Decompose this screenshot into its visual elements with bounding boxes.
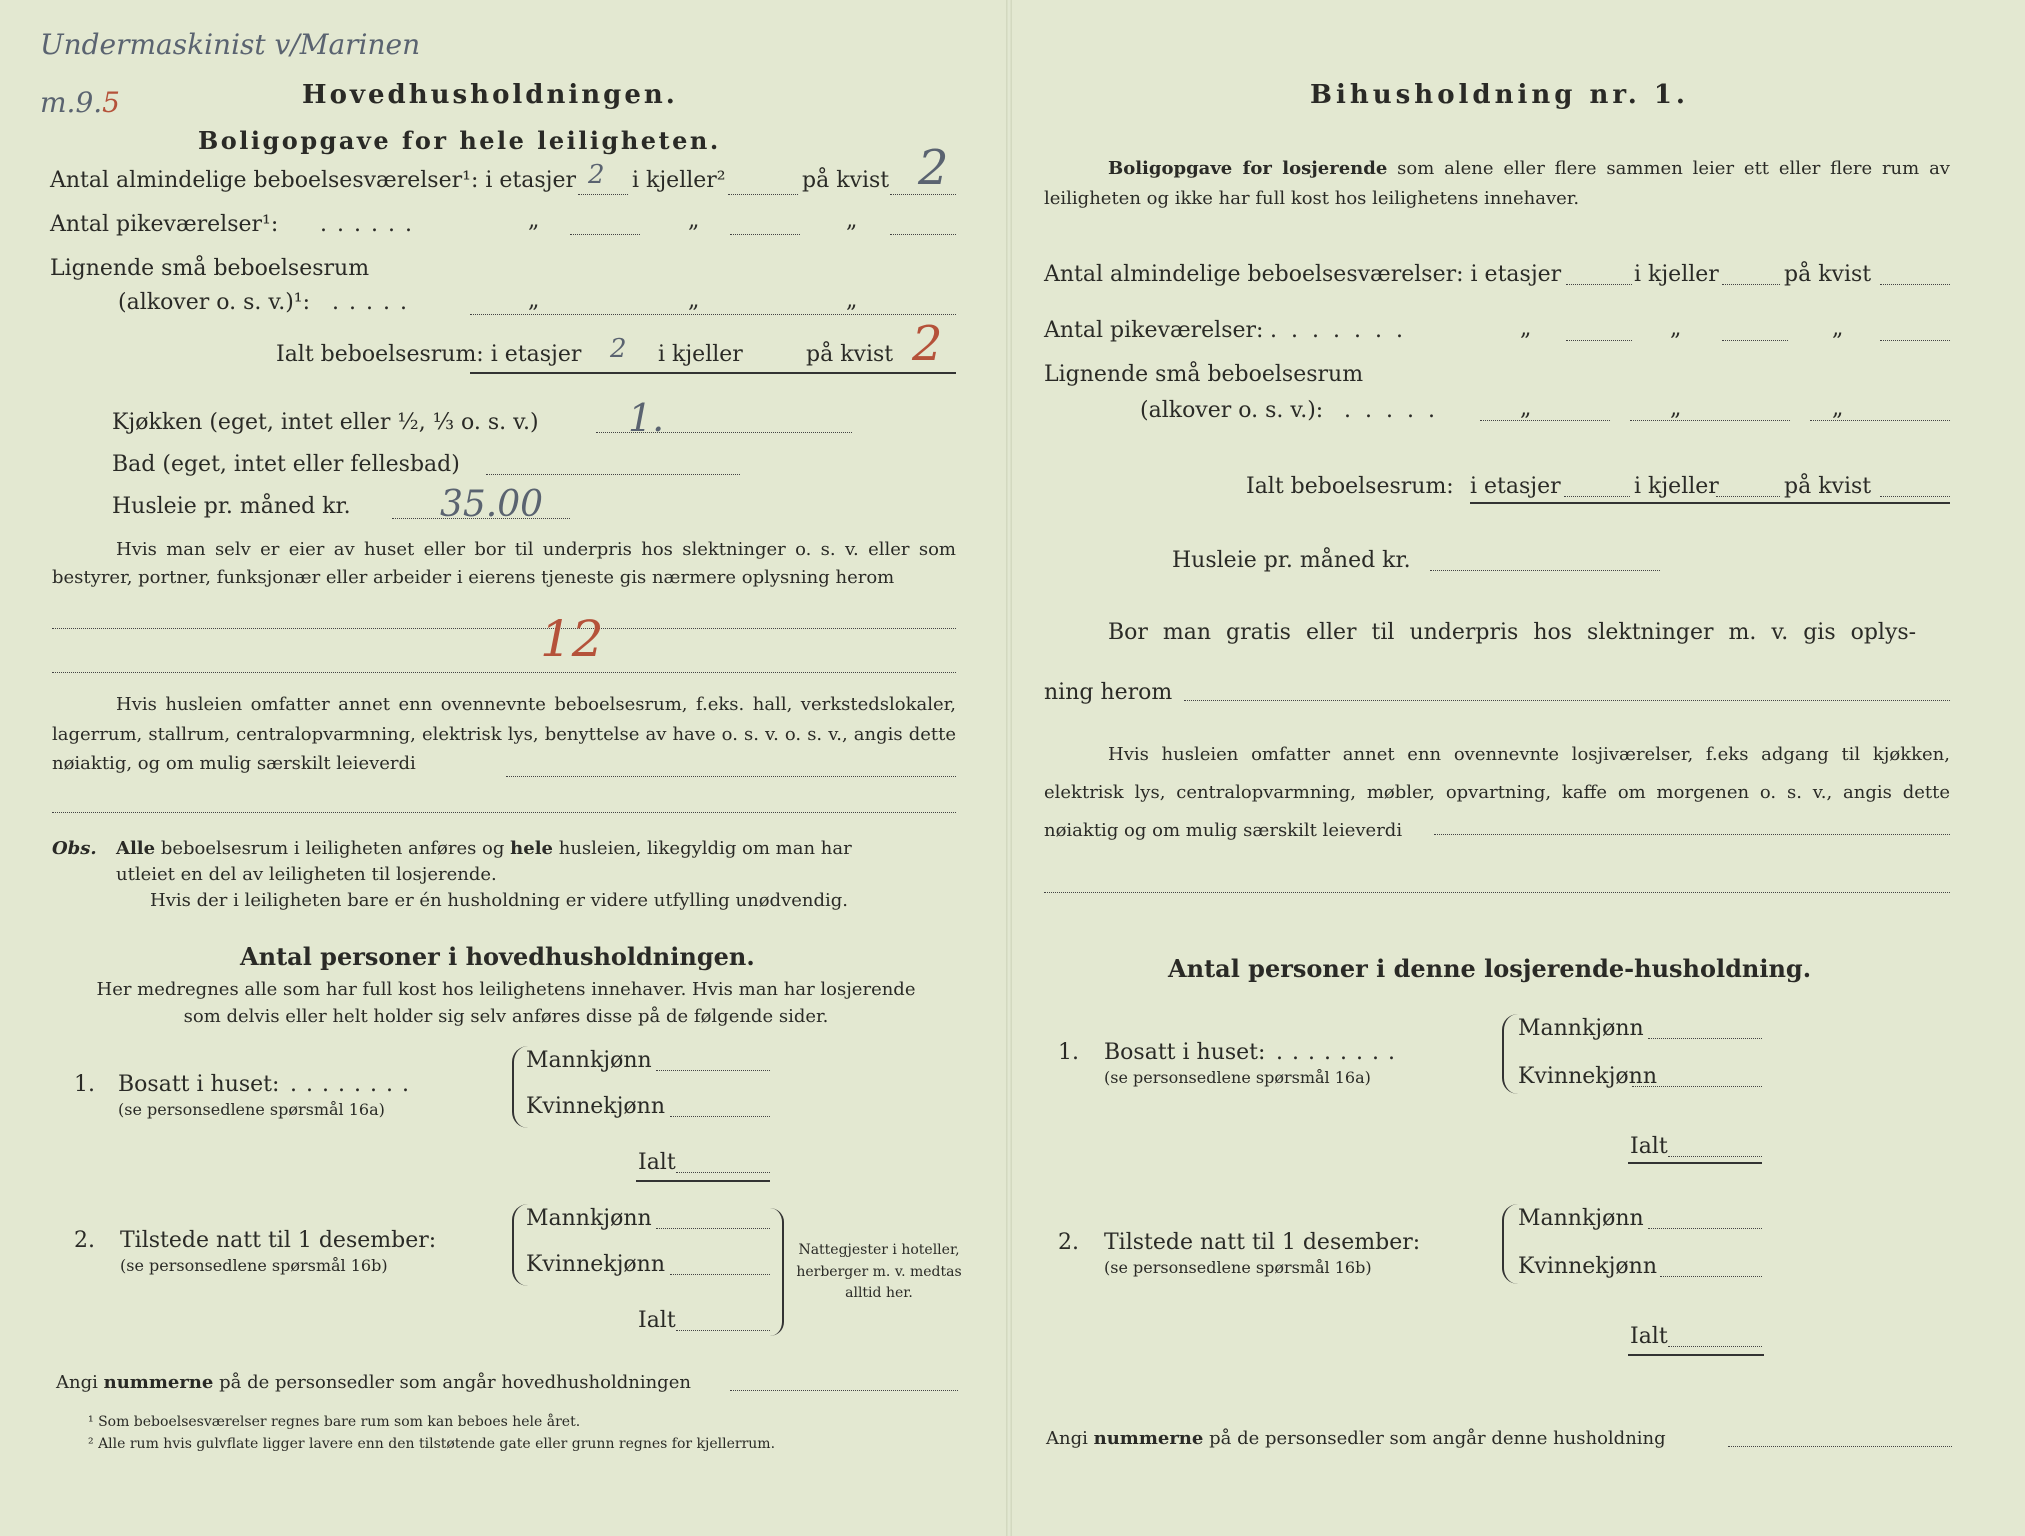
field-sub-rooms-kvist[interactable]	[1880, 284, 1950, 285]
sub-q2-total-underline	[1628, 1354, 1764, 1356]
rent-includes-paragraph: Hvis husleien omfatter annet enn ovennevnte beboelsesrum, f.eks. hall, verkstedslokaler, lagerrum, stallrum, centralopvarmning, elektrisk lys, benyttelse av have o. s. v. o. s. v., angis dette nøiaktig, og om mulig særskilt leieverdi	[52, 694, 956, 775]
field-q2-total[interactable]	[676, 1330, 770, 1331]
field-sub-rooms-kjeller[interactable]	[1722, 284, 1780, 285]
obs-label: Obs.	[52, 838, 97, 859]
footnote-1: ¹ Som beboelsesværelser regnes bare rum som kan beboes hele året.	[88, 1414, 581, 1430]
sub-q2-female-label: Kvinnekjønn	[1518, 1254, 1657, 1279]
field-sub-maid-kvist[interactable]	[1880, 340, 1950, 341]
q2-sub: (se personsedlene spørsmål 16b)	[120, 1256, 388, 1275]
field-rooms-kjeller[interactable]	[728, 194, 798, 195]
angi-main: Angi nummerne på de personsedler som angår hovedhusholdningen	[56, 1372, 691, 1393]
sub-small-rooms-label-a: Lignende små beboelsesrum	[1044, 362, 1364, 387]
row-small-rooms-label-b: (alkover o. s. v.)¹:	[118, 290, 311, 315]
field-sub-total-etasjer[interactable]	[1564, 496, 1630, 497]
sub-q1-female-label: Kvinnekjønn	[1518, 1064, 1657, 1089]
leader-dots: ........	[290, 1072, 418, 1097]
ditto-mark: „	[1832, 396, 1844, 421]
bath-label: Bad (eget, intet eller fellesbad)	[112, 452, 460, 477]
sub-q1-label: Bosatt i huset:	[1104, 1040, 1266, 1065]
sub-q1-bracket	[1502, 1014, 1518, 1094]
total-underline	[470, 372, 956, 374]
sub-total-etasjer: i etasjer	[1470, 474, 1561, 499]
kitchen-label: Kjøkken (eget, intet eller ½, ⅓ o. s. v.)	[112, 410, 539, 435]
field-maid-kjeller[interactable]	[730, 234, 800, 235]
field-q1-total[interactable]	[676, 1172, 770, 1173]
ditto-mark: „	[1832, 316, 1844, 341]
q2-number: 2.	[74, 1228, 95, 1253]
row-rooms-kjeller: i kjeller²	[632, 168, 726, 193]
q1-total-label: Ialt	[638, 1150, 676, 1175]
ditto-mark: „	[528, 208, 540, 233]
field-sub-rent-includes-1[interactable]	[1434, 834, 1950, 835]
field-sub-q1-male[interactable]	[1648, 1038, 1762, 1039]
q1-female-label: Kvinnekjønn	[526, 1094, 665, 1119]
q2-female-label: Kvinnekjønn	[526, 1252, 665, 1277]
leader-dots: ......	[320, 212, 422, 237]
sub-rooms-kvist: på kvist	[1784, 262, 1872, 287]
field-small-rooms[interactable]	[470, 314, 956, 315]
field-q1-female[interactable]	[670, 1116, 770, 1117]
field-rent[interactable]	[392, 518, 570, 519]
field-angi-main[interactable]	[730, 1390, 958, 1391]
field-sub-maid-kjeller[interactable]	[1722, 340, 1788, 341]
ditto-mark: „	[1670, 396, 1682, 421]
field-sub-q1-total[interactable]	[1668, 1156, 1762, 1157]
field-owner-info-2[interactable]	[52, 672, 956, 673]
sub-q1-male-label: Mannkjønn	[1518, 1016, 1644, 1041]
field-angi-sub[interactable]	[1728, 1446, 1952, 1447]
hw-total-etasjer: 2	[610, 334, 627, 364]
q1-label: Bosatt i huset:	[118, 1072, 280, 1097]
q2-right-bracket	[770, 1208, 784, 1336]
field-q1-male[interactable]	[656, 1070, 770, 1071]
sub-q1-total-underline	[1628, 1162, 1762, 1164]
sub-rooms-kjeller: i kjeller	[1634, 262, 1719, 287]
persons-main-paragraph: Her medregnes alle som har full kost hos leilighetens innehaver. Hvis man har losjerende som delvis eller helt holder sig selv anføres disse på de følgende sider.	[96, 979, 916, 1027]
q1-total-underline	[636, 1180, 770, 1182]
page-fold	[1006, 0, 1012, 1536]
ditto-mark: „	[688, 288, 700, 313]
sub-q1-sub: (se personsedlene spørsmål 16a)	[1104, 1068, 1371, 1087]
field-rent-includes-1[interactable]	[506, 776, 956, 777]
q2-total-label: Ialt	[638, 1308, 676, 1333]
field-sub-small-kvist[interactable]	[1810, 420, 1950, 421]
night-guests-note: Nattegjester i hoteller, herberger m. v. medtas alltid her.	[796, 1242, 962, 1302]
field-sub-q2-female[interactable]	[1660, 1276, 1762, 1277]
leader-dots: .....	[1344, 398, 1449, 423]
main-household-subtitle: Boligopgave for hele leiligheten.	[198, 126, 721, 155]
field-sub-rent[interactable]	[1430, 570, 1660, 571]
total-rooms-label: Ialt beboelsesrum: i etasjer	[276, 342, 582, 367]
ditto-mark: „	[1670, 316, 1682, 341]
sub-q2-label: Tilstede natt til 1 desember:	[1104, 1230, 1421, 1255]
sub-small-rooms-label-b: (alkover o. s. v.):	[1140, 398, 1324, 423]
sub-gratis-line-2: ning herom	[1044, 680, 1173, 705]
ditto-mark: „	[846, 208, 858, 233]
sub-total-kvist: på kvist	[1784, 474, 1872, 499]
handwritten-code: m.9.5	[40, 86, 120, 119]
field-q2-female[interactable]	[670, 1274, 770, 1275]
field-sub-q2-male[interactable]	[1648, 1228, 1762, 1229]
sub-rent-includes-paragraph: Hvis husleien omfatter annet enn ovennevnte losjiværelser, f.eks adgang til kjøkken, elektrisk lys, centralopvarmning, møbler, opvartning, kaffe om morgenen o. s. v., angis dette nøiaktig og om mulig særskilt leieverdi	[1044, 744, 1950, 841]
total-rooms-kjeller: i kjeller	[658, 342, 743, 367]
sub-household-title: Bihusholdning nr. 1.	[1310, 80, 1689, 110]
field-sub-total-kjeller[interactable]	[1716, 496, 1780, 497]
ditto-mark: „	[1520, 396, 1532, 421]
field-maid-kvist[interactable]	[890, 234, 956, 235]
obs-line-2: utleiet en del av leiligheten til losjerende.	[116, 864, 497, 885]
hw-total-kvist: 2	[912, 316, 943, 372]
sub-q1-number: 1.	[1058, 1040, 1079, 1065]
handwritten-occupation: Undermaskinist v/Marinen	[40, 28, 421, 61]
ditto-mark: „	[688, 208, 700, 233]
row-rooms-label: Antal almindelige beboelsesværelser¹: i etasjer	[50, 168, 577, 193]
field-bath[interactable]	[486, 474, 740, 475]
persons-sub-title: Antal personer i denne losjerende-husholdning.	[1168, 954, 1812, 983]
sub-total-label: Ialt beboelsesrum:	[1246, 474, 1454, 499]
ditto-mark: „	[846, 288, 858, 313]
ditto-mark: „	[1520, 316, 1532, 341]
sub-maid-rooms-label: Antal pikeværelser:	[1044, 318, 1264, 343]
field-maid-etasjer[interactable]	[570, 234, 640, 235]
q1-male-label: Mannkjønn	[526, 1048, 652, 1073]
sub-total-kjeller: i kjeller	[1634, 474, 1719, 499]
field-rooms-kvist[interactable]	[890, 194, 956, 195]
field-rent-includes-2[interactable]	[52, 812, 956, 813]
sub-household-intro: Boligopgave for losjerende som alene eller flere sammen leier ett eller flere rum av leiligheten og ikke har full kost hos leilighetens innehaver.	[1044, 158, 1950, 209]
obs-line-3: Hvis der i leiligheten bare er én husholdning er videre utfylling unødvendig.	[150, 890, 849, 911]
q2-male-label: Mannkjønn	[526, 1206, 652, 1231]
sub-gratis-line-1: Bor man gratis eller til underpris hos slektninger m. v. gis oplys-	[1108, 620, 1917, 645]
sub-rent-label: Husleie pr. måned kr.	[1172, 548, 1411, 573]
field-owner-info-1[interactable]	[52, 628, 956, 629]
leader-dots: ........	[1276, 1040, 1404, 1065]
footnote-2: ² Alle rum hvis gulvflate ligger lavere enn den tilstøtende gate eller grunn regnes for kjellerrum.	[88, 1436, 776, 1452]
q2-label: Tilstede natt til 1 desember:	[120, 1228, 437, 1253]
main-household-title: Hovedhusholdningen.	[302, 80, 678, 110]
field-sub-small-kjeller[interactable]	[1630, 420, 1790, 421]
owner-info-paragraph: Hvis man selv er eier av huset eller bor til underpris hos slektninger o. s. v. eller som bestyrer, portner, funksjonær eller arbeider i eierens tjeneste gis nærmere oplysning herom	[52, 539, 956, 588]
field-sub-rent-includes-2[interactable]	[1044, 892, 1950, 893]
field-sub-q1-female[interactable]	[1632, 1086, 1762, 1087]
sub-q2-male-label: Mannkjønn	[1518, 1206, 1644, 1231]
field-sub-small-etasjer[interactable]	[1480, 420, 1610, 421]
sub-q2-sub: (se personsedlene spørsmål 16b)	[1104, 1258, 1372, 1277]
field-q2-male[interactable]	[656, 1228, 770, 1229]
total-rooms-kvist: på kvist	[806, 342, 894, 367]
leader-dots: .......	[1270, 318, 1417, 343]
sub-q2-total-label: Ialt	[1630, 1324, 1668, 1349]
row-maid-rooms-label: Antal pikeværelser¹:	[50, 212, 279, 237]
hw-rooms-etasjer: 2	[588, 160, 605, 190]
hw-rooms-kvist: 2	[918, 140, 949, 196]
sub-total-underline	[1470, 502, 1950, 504]
ditto-mark: „	[528, 288, 540, 313]
sub-rooms-label: Antal almindelige beboelsesværelser: i etasjer	[1044, 262, 1562, 287]
angi-sub: Angi nummerne på de personsedler som angår denne husholdning	[1046, 1428, 1666, 1449]
field-kitchen[interactable]	[596, 432, 852, 433]
field-sub-rooms-etasjer[interactable]	[1566, 284, 1632, 285]
obs-line-1: Alle beboelsesrum i leiligheten anføres og hele husleien, likegyldig om man har	[116, 838, 852, 859]
sub-q2-number: 2.	[1058, 1230, 1079, 1255]
q1-number: 1.	[74, 1072, 95, 1097]
row-small-rooms-label-a: Lignende små beboelsesrum	[50, 256, 370, 281]
persons-main-title: Antal personer i hovedhusholdningen.	[240, 942, 755, 971]
hw-red-mark: 12	[540, 610, 604, 668]
hw-rent: 35.00	[440, 484, 544, 525]
field-rooms-etasjer[interactable]	[578, 194, 628, 195]
hw-kitchen: 1.	[628, 396, 665, 440]
field-sub-total-kvist[interactable]	[1880, 496, 1950, 497]
leader-dots: .....	[332, 290, 417, 315]
rent-label: Husleie pr. måned kr.	[112, 494, 351, 519]
field-sub-maid-etasjer[interactable]	[1566, 340, 1632, 341]
sub-q2-bracket	[1502, 1204, 1518, 1284]
q1-sub: (se personsedlene spørsmål 16a)	[118, 1100, 385, 1119]
row-rooms-kvist: på kvist	[802, 168, 890, 193]
field-sub-q2-total[interactable]	[1668, 1346, 1762, 1347]
sub-q1-total-label: Ialt	[1630, 1134, 1668, 1159]
field-sub-gratis[interactable]	[1184, 700, 1950, 701]
